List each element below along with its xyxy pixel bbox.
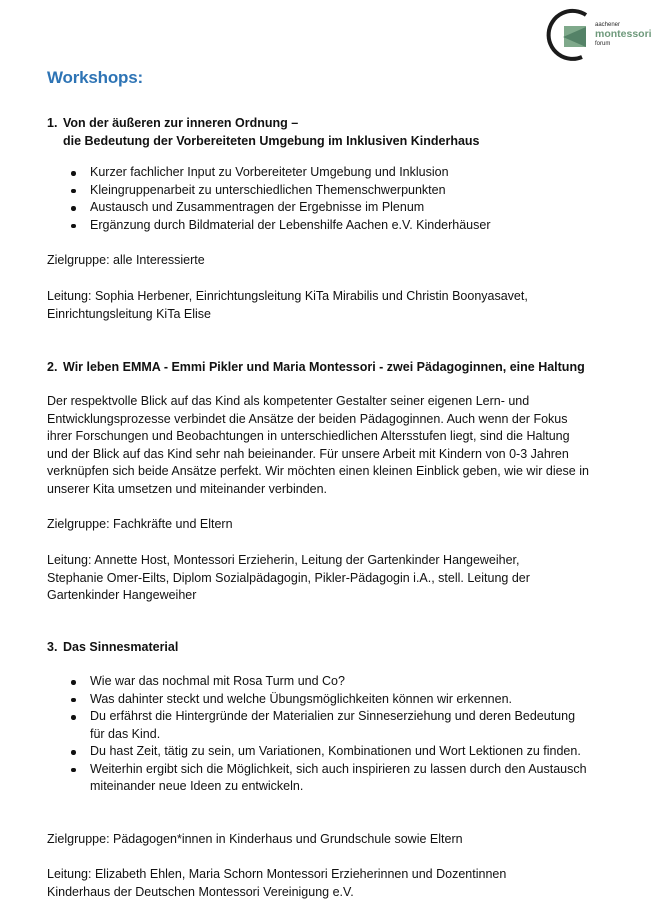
list-item xyxy=(47,743,587,761)
bullet-text: Kurzer fachlicher Input zu Vorbereiteter Umgebung und Inklusion xyxy=(90,165,449,179)
section-1-number: 1. xyxy=(47,116,58,130)
section-3-title xyxy=(47,638,178,656)
section-1-leitung: Leitung: Sophia Herbener, Einrichtungsleitung KiTa Mirabilis und Christin Boonyasavet, Einrichtungsleitung KiTa Elise xyxy=(47,289,528,321)
bullet-text: Was dahinter steckt und welche Übungsmöglichkeiten können wir erkennen. xyxy=(90,691,512,706)
section-3-number: 3. xyxy=(47,640,58,654)
bullet-icon xyxy=(71,224,76,229)
bullet-icon xyxy=(71,189,76,194)
list-item xyxy=(47,691,587,709)
section-2-number: 2. xyxy=(47,360,58,374)
page-heading: Workshops: xyxy=(47,68,143,87)
section-1-title xyxy=(47,114,480,150)
list-item xyxy=(47,761,587,796)
section-2-title xyxy=(47,358,585,376)
logo-wordmark xyxy=(595,22,652,47)
list-item xyxy=(47,217,587,235)
bullet-icon xyxy=(71,715,76,720)
section-3-zielgruppe: Zielgruppe: Pädagogen*innen in Kinderhaus und Grundschule sowie Eltern xyxy=(47,832,463,846)
section-1-title-line-1: Von der äußeren zur inneren Ordnung – xyxy=(63,116,299,130)
list-item xyxy=(47,164,587,182)
bullet-icon xyxy=(71,206,76,211)
bullet-icon xyxy=(71,680,76,685)
list-item xyxy=(47,182,587,200)
bullet-icon xyxy=(71,171,76,176)
bullet-text: Austausch und Zusammentragen der Ergebnisse im Plenum xyxy=(90,200,425,214)
section-3-leitung: Leitung: Elizabeth Ehlen, Maria Schorn Montessori Erzieherinnen und Dozentinnen Kinderhaus der Deutschen Montessori Vereinigung e.V. xyxy=(47,867,507,899)
bullet-text: Du erfährst die Hintergründe der Materialien zur Sinneserziehung und deren Bedeutung für das Kind. xyxy=(90,709,576,741)
bullet-text: Weiterhin ergibt sich die Möglichkeit, sich auch inspirieren zu lassen durch den Austausch miteinander neue Ideen zu entwickeln. xyxy=(90,761,587,793)
bullet-icon xyxy=(71,768,76,773)
section-2-description: Der respektvolle Blick auf das Kind als kompetenter Gestalter seiner eigenen Lern- und Entwicklungsprozesse verbindet die Ansätze der beiden Pädagoginnen. Auch wenn der Fokus ihrer Forschungen und Beobachtungen in unterschiedlichen Altersstufen liegt, sind die Haltung und der Blick auf das Kind sehr nah beieinander. Für unsere Arbeit mit Kindern von 0-3 Jahren verknüpfen sich beide Ansätze perfekt. Wir möchten einen kleinen Einblick geben, wie wir diese in unserer Kita umsetzen und miteinander verbinden. xyxy=(47,394,589,496)
section-2-leitung: Leitung: Annette Host, Montessori Erzieherin, Leitung der Gartenkinder Hangeweiher, Stephanie Omer-Eilts, Diplom Sozialpädagogin, Pikler-Pädagogin i.A., stell. Leitung der Gartenkinder Hangeweiher xyxy=(47,553,530,603)
logo-main-text: montessori xyxy=(595,28,652,40)
bullet-text: Ergänzung durch Bildmaterial der Lebenshilfe Aachen e.V. Kinderhäuser xyxy=(90,217,491,232)
section-1-bullet-list xyxy=(47,164,587,234)
section-3-title-line-1: Das Sinnesmaterial xyxy=(63,640,179,654)
bullet-text: Wie war das nochmal mit Rosa Turm und Co? xyxy=(90,674,345,688)
section-1-zielgruppe: Zielgruppe: alle Interessierte xyxy=(47,253,205,267)
section-2-title-line-1: Wir leben EMMA - Emmi Pikler und Maria Montessori - zwei Pädagoginnen, eine Haltung xyxy=(63,360,585,374)
bullet-text: Kleingruppenarbeit zu unterschiedlichen Themenschwerpunkten xyxy=(90,182,446,197)
list-item xyxy=(47,199,587,217)
bullet-text: Du hast Zeit, tätig zu sein, um Variationen, Kombinationen und Wort Lektionen zu finden. xyxy=(90,744,581,758)
logo-top-text: aachener xyxy=(595,22,621,28)
bullet-icon xyxy=(71,750,76,755)
bullet-icon xyxy=(71,698,76,703)
section-3-bullet-list xyxy=(47,673,587,796)
section-2-zielgruppe: Zielgruppe: Fachkräfte und Eltern xyxy=(47,517,233,531)
list-item xyxy=(47,673,587,691)
logo-bottom-text: forum xyxy=(595,40,611,47)
section-1-title-line-2: die Bedeutung der Vorbereiteten Umgebung im Inklusiven Kinderhaus xyxy=(63,134,480,148)
list-item xyxy=(47,708,587,743)
